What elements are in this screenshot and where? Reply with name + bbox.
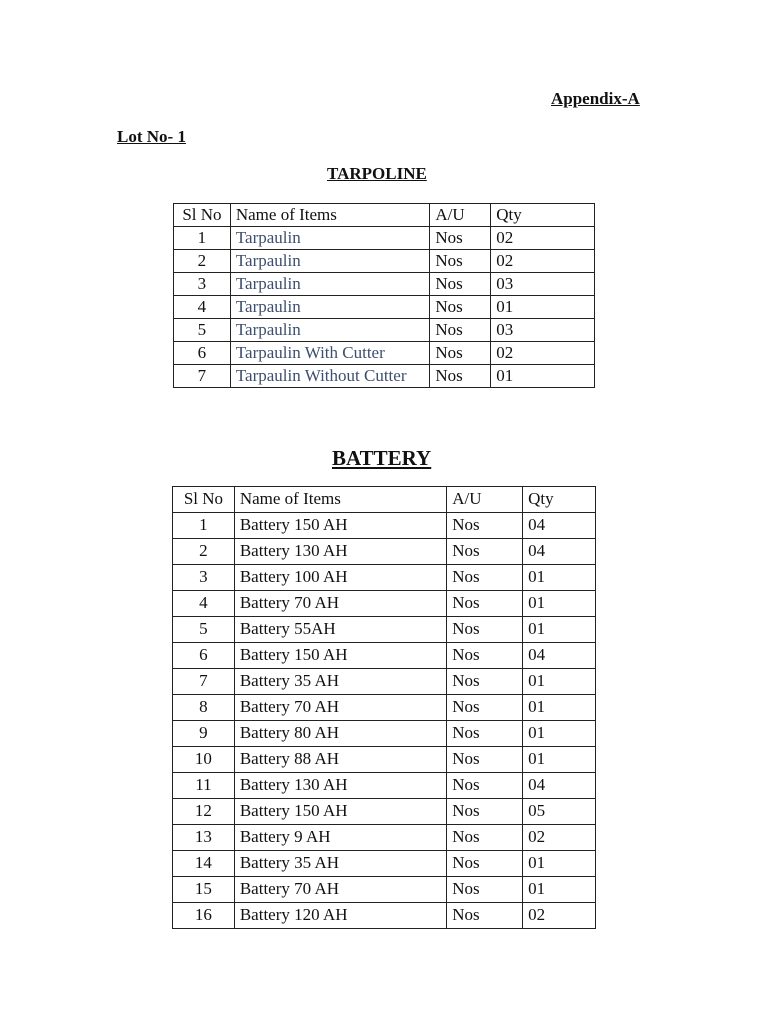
au-cell: Nos	[430, 250, 491, 273]
au-cell: Nos	[447, 851, 523, 877]
table-row	[173, 669, 596, 695]
battery-title: BATTERY	[332, 446, 432, 470]
qty-cell: 05	[523, 799, 596, 825]
qty-cell: 02	[523, 903, 596, 929]
table-row	[173, 851, 596, 877]
qty-cell: 04	[523, 643, 596, 669]
table-row	[173, 877, 596, 903]
appendix-heading: Appendix-A	[551, 89, 640, 108]
sl-no-cell: 2	[174, 250, 231, 273]
lot-number: Lot No- 1	[117, 127, 186, 146]
au-cell: Nos	[430, 365, 491, 388]
table-header-row	[173, 487, 596, 513]
qty-cell: 04	[523, 773, 596, 799]
item-name-cell: Tarpaulin	[230, 227, 430, 250]
item-name-cell: Battery 9 AH	[234, 825, 446, 851]
tarpoline-title: TARPOLINE	[327, 164, 427, 183]
sl-no-cell: 3	[173, 565, 235, 591]
sl-no-cell: 8	[173, 695, 235, 721]
au-cell: Nos	[447, 643, 523, 669]
item-name-cell: Battery 100 AH	[234, 565, 446, 591]
table-row	[173, 643, 596, 669]
column-header-qty: Qty	[491, 204, 595, 227]
table-header-row	[174, 204, 595, 227]
qty-cell: 04	[523, 513, 596, 539]
item-name-cell: Tarpaulin	[230, 250, 430, 273]
qty-cell: 01	[523, 851, 596, 877]
sl-no-cell: 15	[173, 877, 235, 903]
au-cell: Nos	[430, 342, 491, 365]
sl-no-cell: 13	[173, 825, 235, 851]
sl-no-cell: 1	[173, 513, 235, 539]
au-cell: Nos	[447, 799, 523, 825]
item-name-cell: Battery 70 AH	[234, 695, 446, 721]
au-cell: Nos	[430, 296, 491, 319]
item-name-cell: Battery 150 AH	[234, 513, 446, 539]
sl-no-cell: 5	[173, 617, 235, 643]
au-cell: Nos	[447, 825, 523, 851]
sl-no-cell: 7	[174, 365, 231, 388]
item-name-cell: Battery 55AH	[234, 617, 446, 643]
sl-no-cell: 6	[173, 643, 235, 669]
table-row	[174, 319, 595, 342]
table-row	[174, 365, 595, 388]
qty-cell: 01	[523, 877, 596, 903]
table-row	[173, 591, 596, 617]
au-cell: Nos	[447, 591, 523, 617]
au-cell: Nos	[447, 513, 523, 539]
sl-no-cell: 16	[173, 903, 235, 929]
sl-no-cell: 1	[174, 227, 231, 250]
item-name-cell: Tarpaulin	[230, 273, 430, 296]
qty-cell: 04	[523, 539, 596, 565]
qty-cell: 02	[491, 342, 595, 365]
item-name-cell: Battery 120 AH	[234, 903, 446, 929]
sl-no-cell: 2	[173, 539, 235, 565]
column-header-sl-no: Sl No	[173, 487, 235, 513]
item-name-cell: Tarpaulin Without Cutter	[230, 365, 430, 388]
table-row	[173, 539, 596, 565]
au-cell: Nos	[447, 877, 523, 903]
table-row	[174, 250, 595, 273]
qty-cell: 01	[523, 565, 596, 591]
column-header-sl-no: Sl No	[174, 204, 231, 227]
qty-cell: 01	[491, 296, 595, 319]
qty-cell: 01	[523, 747, 596, 773]
table-row	[174, 227, 595, 250]
item-name-cell: Battery 70 AH	[234, 591, 446, 617]
au-cell: Nos	[447, 747, 523, 773]
sl-no-cell: 3	[174, 273, 231, 296]
qty-cell: 01	[491, 365, 595, 388]
qty-cell: 02	[491, 250, 595, 273]
table-row	[173, 747, 596, 773]
column-header-au: A/U	[430, 204, 491, 227]
qty-cell: 02	[523, 825, 596, 851]
table-row	[173, 773, 596, 799]
au-cell: Nos	[447, 669, 523, 695]
item-name-cell: Battery 150 AH	[234, 799, 446, 825]
sl-no-cell: 6	[174, 342, 231, 365]
au-cell: Nos	[447, 903, 523, 929]
battery-table	[172, 486, 596, 929]
au-cell: Nos	[430, 273, 491, 296]
item-name-cell: Battery 35 AH	[234, 851, 446, 877]
sl-no-cell: 11	[173, 773, 235, 799]
item-name-cell: Tarpaulin	[230, 319, 430, 342]
table-row	[173, 565, 596, 591]
item-name-cell: Battery 150 AH	[234, 643, 446, 669]
au-cell: Nos	[447, 721, 523, 747]
column-header-au: A/U	[447, 487, 523, 513]
au-cell: Nos	[447, 539, 523, 565]
item-name-cell: Battery 130 AH	[234, 773, 446, 799]
table-row	[173, 695, 596, 721]
qty-cell: 01	[523, 669, 596, 695]
item-name-cell: Tarpaulin With Cutter	[230, 342, 430, 365]
table-row	[174, 296, 595, 319]
column-header-qty: Qty	[523, 487, 596, 513]
table-row	[173, 617, 596, 643]
sl-no-cell: 4	[174, 296, 231, 319]
sl-no-cell: 4	[173, 591, 235, 617]
qty-cell: 01	[523, 617, 596, 643]
au-cell: Nos	[430, 227, 491, 250]
tarpoline-table	[173, 203, 595, 388]
table-row	[173, 903, 596, 929]
table-row	[173, 825, 596, 851]
au-cell: Nos	[430, 319, 491, 342]
sl-no-cell: 14	[173, 851, 235, 877]
table-row	[173, 513, 596, 539]
au-cell: Nos	[447, 695, 523, 721]
table-row	[173, 721, 596, 747]
au-cell: Nos	[447, 617, 523, 643]
qty-cell: 02	[491, 227, 595, 250]
table-row	[173, 799, 596, 825]
qty-cell: 01	[523, 591, 596, 617]
au-cell: Nos	[447, 773, 523, 799]
au-cell: Nos	[447, 565, 523, 591]
table-row	[174, 273, 595, 296]
qty-cell: 01	[523, 695, 596, 721]
item-name-cell: Battery 130 AH	[234, 539, 446, 565]
sl-no-cell: 7	[173, 669, 235, 695]
sl-no-cell: 9	[173, 721, 235, 747]
item-name-cell: Battery 88 AH	[234, 747, 446, 773]
item-name-cell: Tarpaulin	[230, 296, 430, 319]
qty-cell: 03	[491, 273, 595, 296]
table-row	[174, 342, 595, 365]
sl-no-cell: 12	[173, 799, 235, 825]
qty-cell: 01	[523, 721, 596, 747]
item-name-cell: Battery 70 AH	[234, 877, 446, 903]
item-name-cell: Battery 35 AH	[234, 669, 446, 695]
item-name-cell: Battery 80 AH	[234, 721, 446, 747]
sl-no-cell: 5	[174, 319, 231, 342]
column-header-name: Name of Items	[234, 487, 446, 513]
qty-cell: 03	[491, 319, 595, 342]
column-header-name: Name of Items	[230, 204, 430, 227]
sl-no-cell: 10	[173, 747, 235, 773]
